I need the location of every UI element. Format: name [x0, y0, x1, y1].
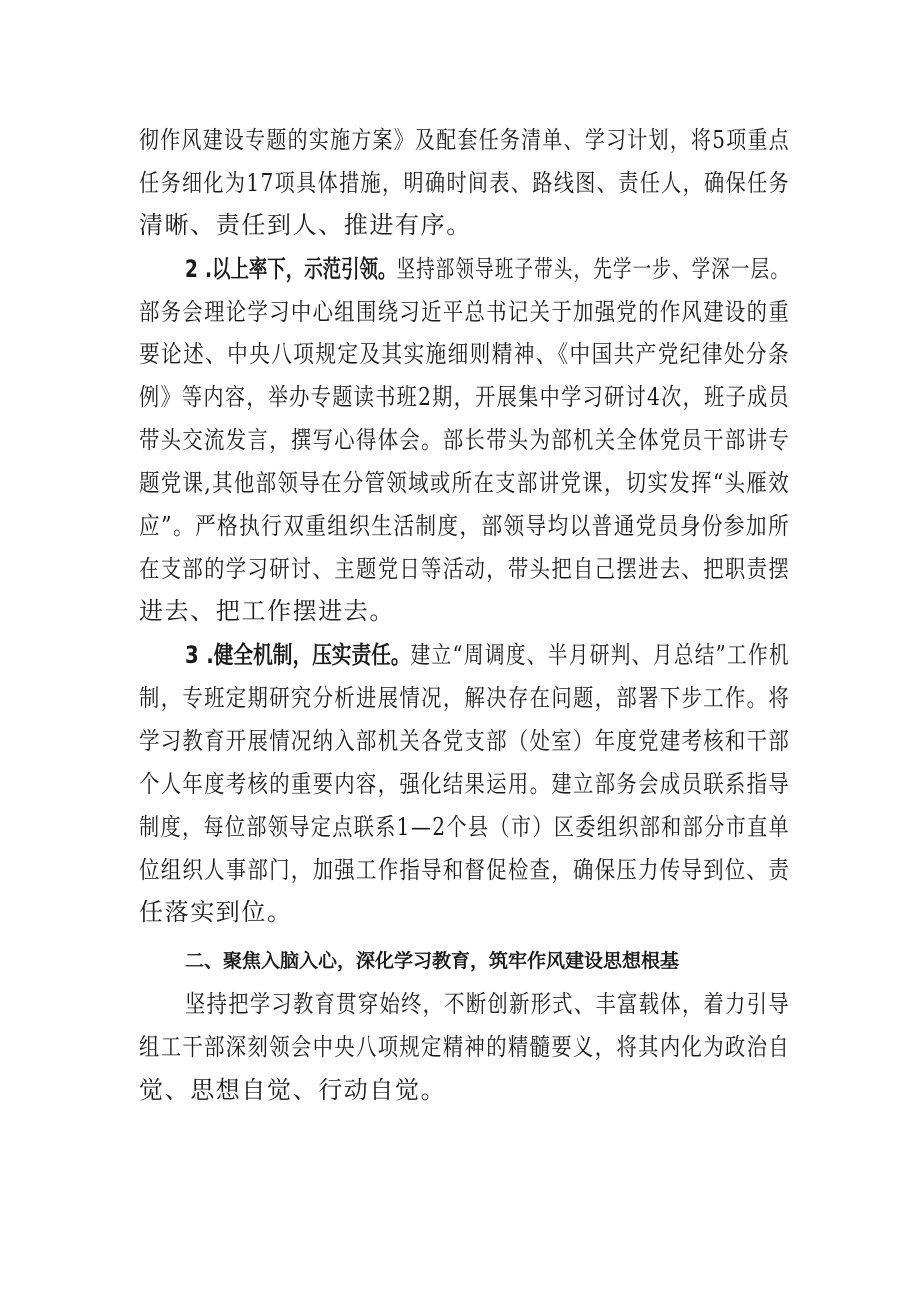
item-3-first-line-text: 建立“周调度、半月研判、月总结”工作机	[410, 641, 791, 669]
paragraph-line: 位组织人事部门，加强工作指导和督促检查，确保压力传导到位、责	[139, 856, 791, 884]
paragraph-line: 任务细化为17项具体措施，明确时间表、路线图、责任人，确保任务	[139, 169, 791, 197]
paragraph-line: 题党课,其他部领导在分管领域或所在支部讲党课，切实发挥“头雁效	[139, 469, 790, 497]
paragraph-line: 清晰、责任到人、推进有序。	[139, 211, 472, 239]
item-3-title: .健全机制，压实责任。	[206, 641, 411, 669]
item-3-first-line	[185, 640, 790, 670]
item-2-number: 2	[185, 255, 198, 283]
paragraph-line: 带头交流发言，撰写心得体会。部长带头为部机关全体党员干部讲专	[139, 426, 791, 454]
paragraph-line: 制度，每位部领导定点联系1—2个县（市）区委组织部和部分市直单	[139, 813, 791, 841]
paragraph-line: 例》等内容，举办专题读书班2期，开展集中学习研讨4次，班子成员	[139, 383, 791, 411]
paragraph-line: 部务会理论学习中心组围绕习近平总书记关于加强党的作风建设的重	[139, 298, 791, 326]
paragraph-line: 在支部的学习研讨、主题党日等活动，带头把自己摆进去、把职责摆	[139, 555, 791, 583]
paragraph-line: 应”。严格执行双重组织生活制度，部领导均以普通党员身份参加所	[139, 512, 791, 540]
item-3-number: 3	[185, 641, 199, 669]
paragraph-line: 要论述、中央八项规定及其实施细则精神、《中国共产党纪律处分条	[139, 340, 790, 368]
item-2-title: .以上率下，示范引领。	[204, 255, 397, 283]
paragraph-line: 觉、思想自觉、行动自觉。	[139, 1076, 447, 1104]
paragraph-line: 组工干部深刻领会中央八项规定精神的精髓要义，将其内化为政治自	[139, 1033, 791, 1061]
paragraph-line: 制，专班定期研究分析进展情况，解决存在问题，部署下步工作。将	[139, 684, 791, 712]
section-heading: 二、聚焦入脑入心，深化学习教育，筑牢作风建设思想根基	[185, 950, 680, 972]
paragraph-line: 进去、把工作摆进去。	[139, 597, 395, 625]
paragraph-line: 学习教育开展情况纳入部机关各党支部（处室）年度党建考核和干部	[139, 727, 791, 755]
paragraph-line: 个人年度考核的重要内容，强化结果运用。建立部务会成员联系指导	[139, 770, 791, 798]
item-2-first-line	[185, 254, 790, 284]
item-2-first-line-text: 坚持部领导班子带头，先学一步、学深一层。	[396, 255, 791, 283]
paragraph-line: 坚持把学习教育贯穿始终，不断创新形式、丰富载体，着力引导	[185, 990, 790, 1018]
paragraph-line: 任落实到位。	[139, 898, 293, 926]
paragraph-line: 彻作风建设专题的实施方案》及配套任务清单、学习计划，将5项重点	[139, 126, 790, 154]
